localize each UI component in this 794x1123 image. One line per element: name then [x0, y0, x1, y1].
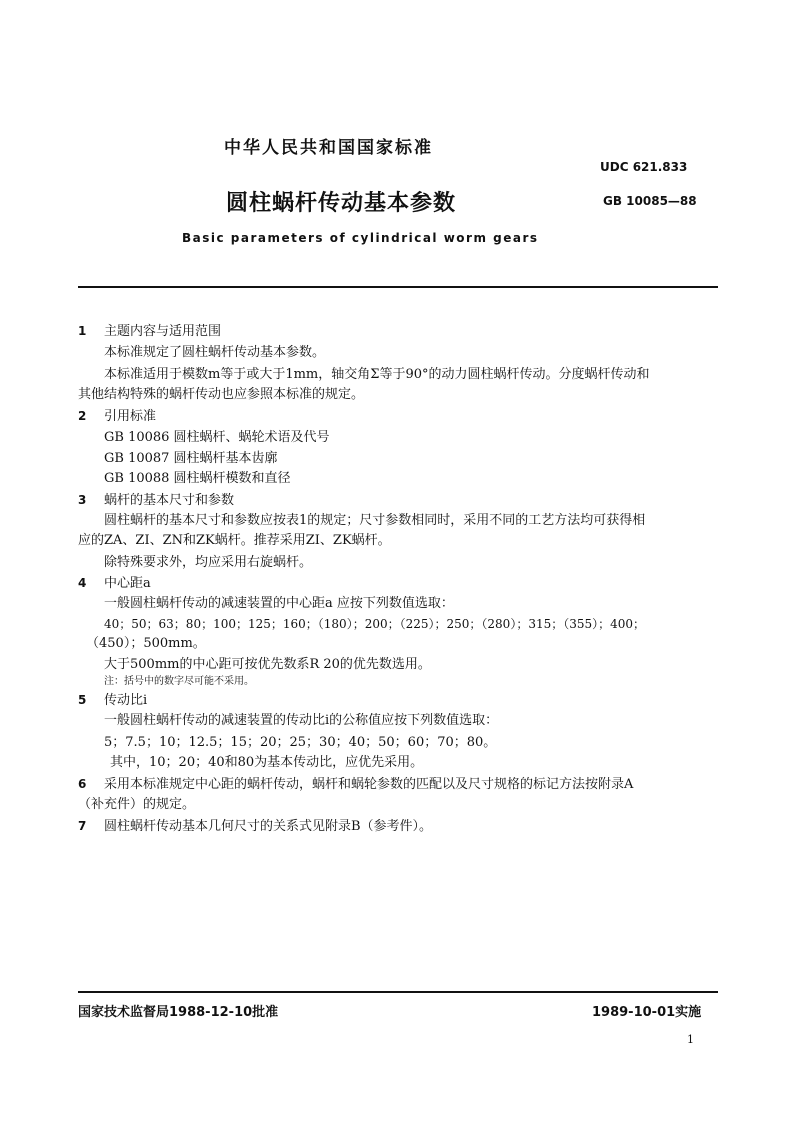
section-number: 6 [78, 777, 87, 791]
section-3-heading [78, 490, 234, 511]
section-title: 中心距a [104, 576, 151, 591]
section-3-paragraph-1b: 应的ZA、ZI、ZN和ZK蜗杆。推荐采用ZI、ZK蜗杆。 [78, 533, 391, 548]
footer-divider [78, 991, 718, 993]
reference-item: GB 10088 圆柱蜗杆模数和直径 [104, 471, 291, 486]
section-1-paragraph-2a: 本标准适用于模数m等于或大于1mm，轴交角Σ等于90°的动力圆柱蜗杆传动。分度蜗杆传动和 [104, 367, 650, 382]
section-text: 圆柱蜗杆传动基本几何尺寸的关系式见附录B（参考件）。 [104, 819, 433, 834]
header-divider [78, 286, 718, 288]
section-number: 4 [78, 576, 87, 590]
document-title-english: Basic parameters of cylindrical worm gears [182, 231, 539, 245]
section-4-note: 注：括号中的数字尽可能不采用。 [104, 676, 254, 687]
section-1-paragraph-2b: 其他结构特殊的蜗杆传动也应参照本标准的规定。 [78, 387, 365, 402]
section-3-paragraph-2: 除特殊要求外，均应采用右旋蜗杆。 [104, 555, 313, 570]
section-title: 蜗杆的基本尺寸和参数 [104, 493, 235, 508]
section-number: 3 [78, 493, 87, 507]
section-title: 主题内容与适用范围 [104, 324, 222, 339]
section-5-paragraph-1: 一般圆柱蜗杆传动的减速装置的传动比i的公称值应按下列数值选取： [104, 713, 499, 728]
gb-standard-number: GB 10085—88 [603, 194, 697, 208]
section-4-heading [78, 573, 151, 594]
section-title: 传动比i [104, 693, 148, 708]
section-number: 5 [78, 693, 87, 707]
implementation-date: 1989-10-01实施 [592, 1005, 702, 1020]
section-5-heading [78, 690, 147, 711]
section-4-paragraph-1: 一般圆柱蜗杆传动的减速装置的中心距a 应按下列数值选取： [104, 596, 454, 611]
document-title: 圆柱蜗杆传动基本参数 [226, 191, 457, 216]
transmission-ratio-values: 5；7.5；10；12.5；15；20；25；30；40；50；60；70；80。 [104, 735, 497, 750]
section-title: 引用标准 [104, 409, 157, 424]
section-number: 7 [78, 819, 87, 833]
section-7 [78, 816, 432, 837]
section-number: 1 [78, 324, 87, 338]
center-distance-values-line-2: （450）；500mm。 [86, 636, 206, 651]
section-text: 采用本标准规定中心距的蜗杆传动，蜗杆和蜗轮参数的匹配以及尺寸规格的标记方法按附录A [104, 777, 634, 792]
section-5-paragraph-2: 其中，10；20；40和80为基本传动比，应优先采用。 [110, 755, 424, 770]
reference-item: GB 10086 圆柱蜗杆、蜗轮术语及代号 [104, 430, 330, 445]
reference-item: GB 10087 圆柱蜗杆基本齿廓 [104, 451, 278, 466]
approval-date: 国家技术监督局1988-12-10批准 [78, 1005, 279, 1020]
page-number: 1 [687, 1033, 694, 1046]
section-6-line-1 [78, 774, 633, 795]
section-6-line-2: （补充件）的规定。 [78, 797, 196, 812]
section-4-paragraph-2: 大于500mm的中心距可按优先数系R 20的优先数选用。 [104, 657, 431, 672]
section-2-heading [78, 406, 156, 427]
country-standard-heading: 中华人民共和国国家标准 [224, 138, 433, 158]
section-1-paragraph-1: 本标准规定了圆柱蜗杆传动基本参数。 [104, 345, 326, 360]
section-3-paragraph-1a: 圆柱蜗杆的基本尺寸和参数应按表1的规定；尺寸参数相同时，采用不同的工艺方法均可获得相 [104, 513, 646, 528]
section-number: 2 [78, 409, 87, 423]
section-1-heading [78, 321, 221, 342]
center-distance-values-line-1: 40；50；63；80；100；125；160；（180）；200；（225）；250；（280）；315；（355）；400； [104, 617, 646, 631]
udc-code: UDC 621.833 [600, 160, 688, 174]
